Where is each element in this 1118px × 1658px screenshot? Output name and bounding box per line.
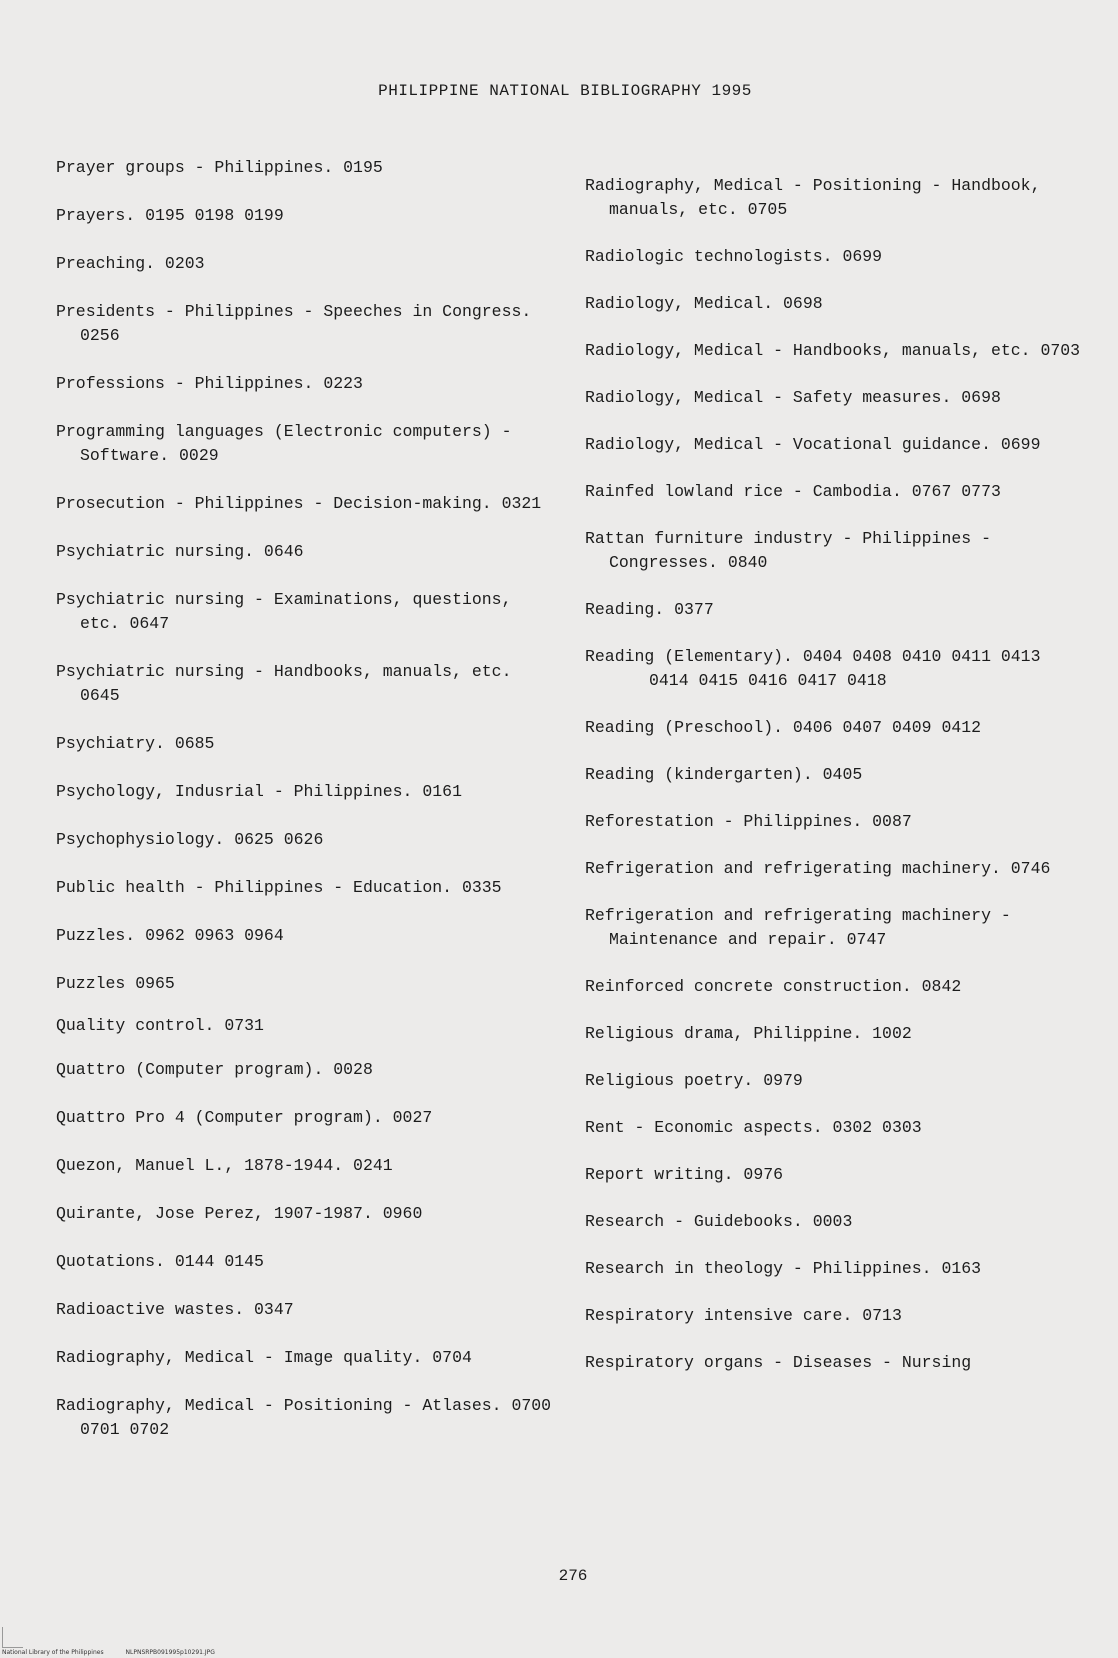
index-entry: Radiology, Medical - Safety measures. 0698	[585, 388, 1001, 407]
index-entry: Prayers. 0195 0198 0199	[56, 206, 284, 225]
right-column	[585, 174, 1085, 1398]
index-entry: Programming languages (Electronic computers) - Software. 0029	[56, 422, 522, 465]
scan-footer	[2, 1649, 235, 1656]
index-entry: Radioactive wastes. 0347	[56, 1300, 294, 1319]
index-entry: Report writing. 0976	[585, 1165, 784, 1184]
index-entry: Radiography, Medical - Image quality. 0704	[56, 1348, 472, 1367]
index-entry: Prayer groups - Philippines. 0195	[56, 158, 383, 177]
index-entry: Reading (Preschool). 0406 0407 0409 0412	[585, 718, 982, 737]
index-entry: Psychiatric nursing - Examinations, questions, etc. 0647	[56, 590, 522, 633]
index-entry: Quirante, Jose Perez, 1907-1987. 0960	[56, 1204, 423, 1223]
index-entry: Psychiatry. 0685	[56, 734, 215, 753]
index-entry: Psychiatric nursing. 0646	[56, 542, 304, 561]
index-entry: Rainfed lowland rice - Cambodia. 0767 0773	[585, 482, 1001, 501]
index-entry: Quotations. 0144 0145	[56, 1252, 264, 1271]
index-entry: Quezon, Manuel L., 1878-1944. 0241	[56, 1156, 393, 1175]
index-entry: Reforestation - Philippines. 0087	[585, 812, 912, 831]
index-entry: Radiography, Medical - Positioning - Handbook, manuals, etc. 0705	[585, 176, 1051, 219]
index-entry: Quality control. 0731	[56, 1016, 264, 1035]
footer-library: National Library of the Philippines	[2, 1649, 104, 1656]
index-entry: Refrigeration and refrigerating machinery - Maintenance and repair. 0747	[585, 906, 1021, 949]
footer-file: NLPNSRPB091995p10291.JPG	[125, 1649, 215, 1656]
index-entry: Psychology, Indusrial - Philippines. 0161	[56, 782, 462, 801]
index-entry: Preaching. 0203	[56, 254, 205, 273]
index-entry: Public health - Philippines - Education. 0335	[56, 878, 502, 897]
index-entry: Respiratory organs - Diseases - Nursing	[585, 1353, 972, 1372]
index-entry: Quattro (Computer program). 0028	[56, 1060, 373, 1079]
index-entry: Presidents - Philippines - Speeches in Congress. 0256	[56, 302, 542, 345]
index-entry: Quattro Pro 4 (Computer program). 0027	[56, 1108, 433, 1127]
index-entry: Refrigeration and refrigerating machinery. 0746	[585, 859, 1051, 878]
index-entry: Rattan furniture industry - Philippines - Congresses. 0840	[585, 529, 1001, 572]
index-entry: Reading. 0377	[585, 600, 714, 619]
index-entry: Respiratory intensive care. 0713	[585, 1306, 902, 1325]
left-column	[56, 156, 561, 1466]
index-entry: Radiography, Medical - Positioning - Atlases. 0700 0701 0702	[56, 1396, 561, 1439]
index-entry: Reading (Elementary). 0404 0408 0410 0411 0413 0414 0415 0416 0417 0418	[585, 647, 1051, 690]
index-entry: Research - Guidebooks. 0003	[585, 1212, 853, 1231]
scan-corner-mark	[2, 1627, 23, 1648]
index-entry: Psychophysiology. 0625 0626	[56, 830, 324, 849]
index-entry: Radiology, Medical - Vocational guidance. 0699	[585, 435, 1041, 454]
index-entry: Radiology, Medical - Handbooks, manuals, etc. 0703	[585, 341, 1081, 360]
index-entry: Research in theology - Philippines. 0163	[585, 1259, 982, 1278]
index-entry: Rent - Economic aspects. 0302 0303	[585, 1118, 922, 1137]
index-entry: Radiologic technologists. 0699	[585, 247, 883, 266]
index-entry: Puzzles 0965	[56, 974, 175, 993]
index-entry: Reading (kindergarten). 0405	[585, 765, 863, 784]
index-entry: Radiology, Medical. 0698	[585, 294, 823, 313]
index-entry: Reinforced concrete construction. 0842	[585, 977, 962, 996]
page-number: 276	[558, 1567, 588, 1585]
index-entry: Puzzles. 0962 0963 0964	[56, 926, 284, 945]
index-entry: Religious drama, Philippine. 1002	[585, 1024, 912, 1043]
index-entry: Religious poetry. 0979	[585, 1071, 803, 1090]
index-entry: Professions - Philippines. 0223	[56, 374, 363, 393]
index-entry: Prosecution - Philippines - Decision-making. 0321	[56, 494, 542, 513]
index-entry: Psychiatric nursing - Handbooks, manuals, etc. 0645	[56, 662, 522, 705]
page-title: PHILIPPINE NATIONAL BIBLIOGRAPHY 1995	[378, 82, 752, 100]
